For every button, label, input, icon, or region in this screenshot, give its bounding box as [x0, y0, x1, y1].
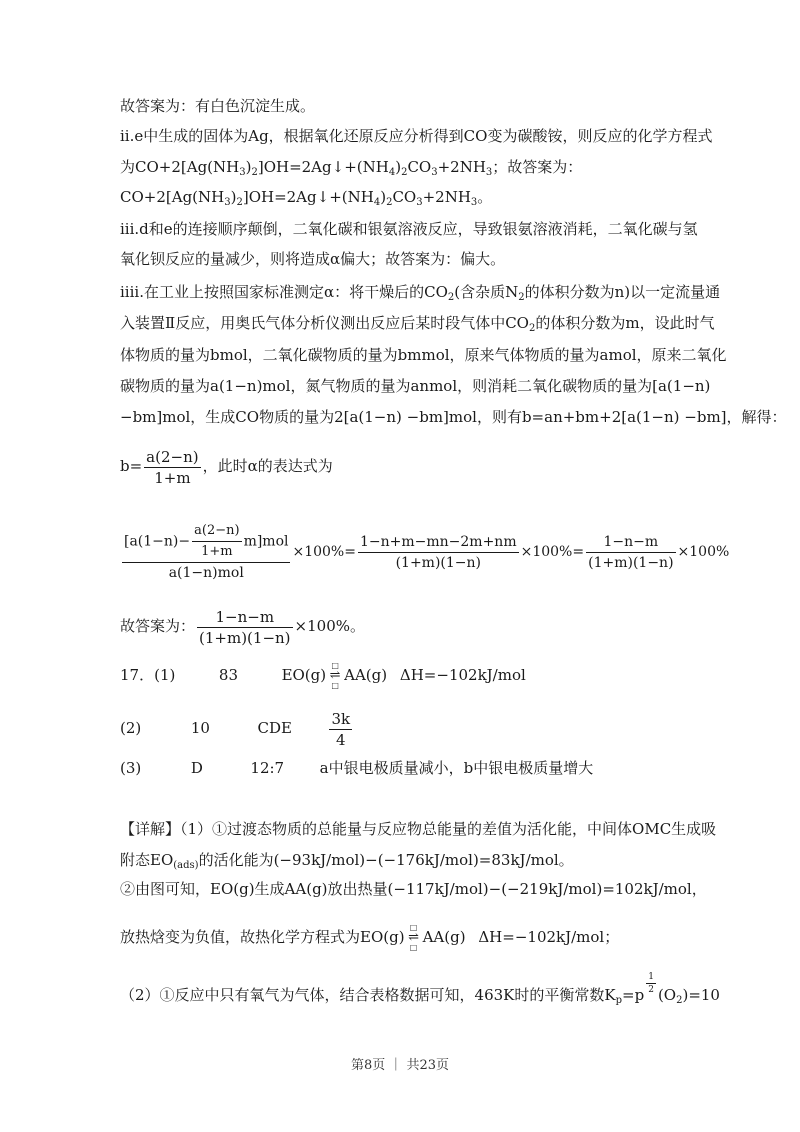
q17-answer-3k4: $\frac{3k}{4}$ — [331, 709, 351, 749]
alpha-fraction-1: [a(1−n)− $\frac{a(2-n)}{1+m}$ m]mol a(1−n)mol — [124, 523, 289, 581]
paragraph-iiii-line-2: 入装置Ⅱ反应，用奥氏气体分析仪测出反应后某时段气体中$CO_2$的体积分数为m，设此时气 — [120, 314, 715, 334]
paragraph-iiii-line-5: −bm]mol，生成CO物质的量为2[a(1−n) −bm]mol，则有b=an+bm+2[a(1−n) −bm]，解得： — [120, 408, 787, 426]
equilibrium-arrow-icon: □ ⇌ □ — [329, 661, 341, 690]
paragraph-ii-line-1: ii.e中生成的固体为Ag，根据氧化还原反应分析得到CO变为碳酸铵，则反应的化学方程式 — [120, 127, 713, 145]
detail-line-2: 附态$EO_{(ads)}$的活化能为(−93kJ/mol)−(−176kJ/mol)=83kJ/mol。 — [120, 851, 574, 871]
alpha-fraction-3: $\frac{1-n-m}{(1+m)(1-n)}$ — [588, 533, 674, 571]
q17-answer-cde: CDE — [257, 719, 292, 737]
detail-line-1: 【详解】（1）①过渡态物质的总能量与反应物总能量的差值为活化能，中间体OMC生成吸 — [120, 820, 717, 838]
equilibrium-arrow-icon: □ ⇌ □ — [408, 923, 420, 952]
answer-line-1: 故答案为：有白色沉淀生成。 — [120, 97, 316, 115]
q17-label: 17．(1) — [120, 666, 176, 684]
final-answer-line: 故答案为： $\frac{1-n-m}{(1+m)(1-n)}$ ×100%。 — [120, 607, 365, 647]
q17-answer-electrode: a中银电极质量减小，b中银电极质量增大 — [319, 759, 594, 777]
paragraph-iii-line-1: iii.d和e的连接顺序颠倒，二氧化碳和银氨溶液反应，导致银氨溶液消耗，二氧化碳与氢 — [120, 220, 698, 238]
q17-answer-83: 83 — [218, 666, 238, 684]
paragraph-iiii-line-1: iiii.在工业上按照国家标准测定α：将干燥后的$CO_2$(含杂质$N_2$的体积分数为n)以一定流量通 — [120, 283, 721, 303]
alpha-fraction-2: $\frac{1-n+m-mn-2m+nm}{(1+m)(1-n)}$ — [359, 533, 517, 571]
detail-line-4: 放热焓变为负值，故热化学方程式为EO(g) □ ⇌ □ AA(g) ΔH=−102kJ/mol； — [120, 923, 620, 952]
q17-answer-ratio: 12:7 — [250, 759, 285, 777]
b-expression: b= $\frac{a(2-n)}{1+m}$ ，此时α的表达式为 — [120, 447, 333, 487]
b-fraction: $\frac{a(2-n)}{1+m}$ — [146, 447, 199, 487]
final-answer-fraction: $\frac{1-n-m}{(1+m)(1-n)}$ — [199, 607, 291, 647]
equation-line-2: $CO+2[Ag(NH_3)_2]OH=2Ag↓+(NH_4)_2CO_3+2NH_3$。 — [120, 188, 493, 208]
q17-part1: 17．(1) 83 EO(g) □ ⇌ □ AA(g) ΔH=−102kJ/mol — [120, 661, 526, 690]
paragraph-iiii-line-3: 体物质的量为bmol，二氧化碳物质的量为bmmol，原来气体物质的量为amol，原来二氧化 — [120, 346, 727, 364]
detail-line-3: ②由图可知，EO(g)生成AA(g)放出热量(−117kJ/mol)−(−219kJ/mol)=102kJ/mol， — [120, 880, 707, 898]
q17-answer-10: 10 — [190, 719, 210, 737]
q17-part2: (2) 10 CDE $\frac{3k}{4}$ — [120, 709, 351, 749]
paragraph-iii-line-2: 氧化钡反应的量减少，则将造成α偏大；故答案为：偏大。 — [120, 250, 506, 268]
detail-line-5: （2）①反应中只有氧气为气体，结合表格数据可知，463K时的平衡常数$K_p=p$ $\frac{1}{2}$ $(O_2)=10$ — [120, 972, 720, 1006]
equation-line-1: 为$CO+2[Ag(NH_3)_2]OH=2Ag↓+(NH_4)_2CO_3+2NH_3$；故答案为： — [120, 158, 583, 178]
paragraph-iiii-line-4: 碳物质的量为a(1−n)mol，氮气物质的量为anmol，则消耗二氧化碳物质的量为[a(1−n) — [120, 377, 711, 395]
q17-part3: (3) D 12:7 a中银电极质量减小，b中银电极质量增大 — [120, 759, 594, 777]
page-footer: 第8页 ｜ 共23页 — [350, 1058, 450, 1073]
alpha-expression: [a(1−n)− $\frac{a(2-n)}{1+m}$ m]mol a(1−n)mol ×100%= $\frac{1-n+m-mn-2m+nm}{(1+m)(1-n)}$ ×100%= $\frac{1-n-m}{(1+m)(1-n)}$ ×100% — [124, 523, 730, 581]
q17-answer-d: D — [190, 759, 203, 777]
